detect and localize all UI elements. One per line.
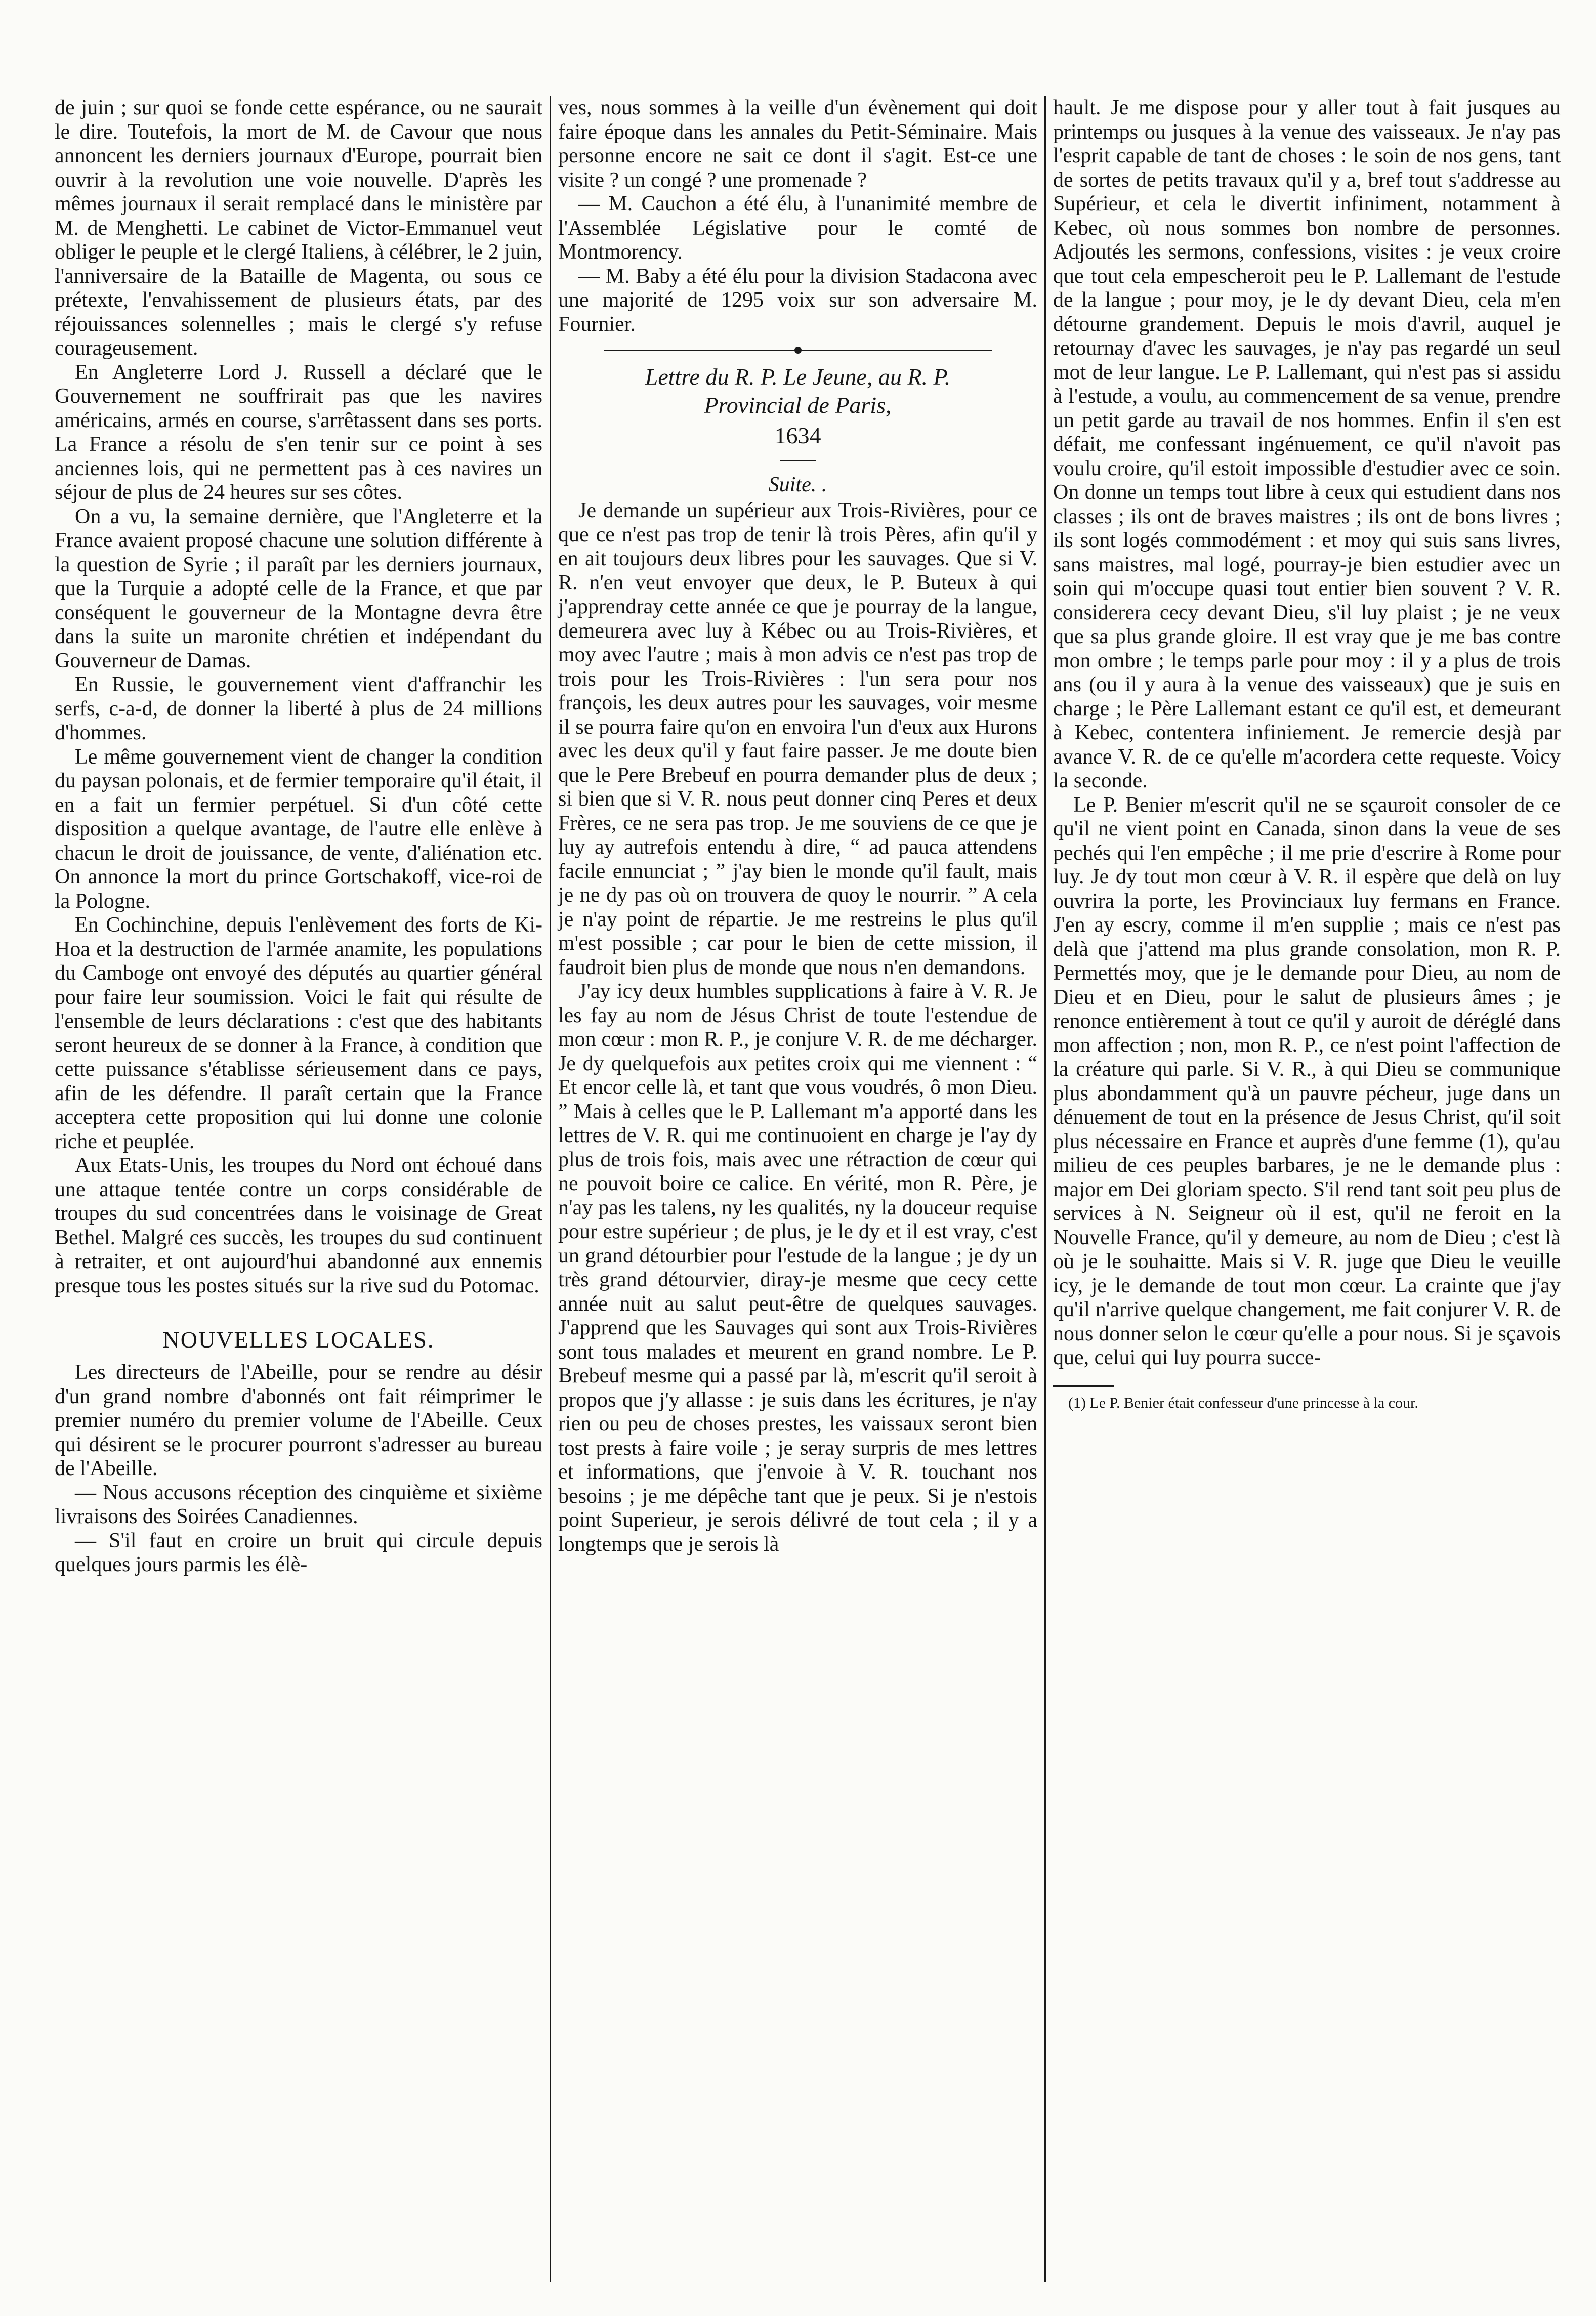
column-1 xyxy=(55,96,550,2282)
column-2 xyxy=(550,96,1044,2282)
footnote-divider xyxy=(1053,1385,1114,1387)
local-news-paragraph: — Nous accusons réception des cinquième et sixième livraisons des Soirées Canadiennes. xyxy=(55,1481,542,1528)
letter-paragraph: hault. Je me dispose pour y aller tout à fait jusques au printemps ou jusques à la venue des vaisseaux. Je n'ay pas l'esprit capable de tant de choses : le soin de nos gens, tant de sortes de petits travaux qu'il y a, bref tout s'addresse au Supérieur, et cela le divertit infiniment, notamment à Kebec, où nous sommes bon nombre de personnes. Adjoutés les sermons, confessions, visites : je veux croire que tout cela empescheroit peu le P. Lallemant de l'estude de la langue ; pour moy, je le dy devant Dieu, cela m'en détourne grandement. Depuis le mois d'avril, auquel je retournay d'avec les sauvages, je n'ay pas regardé un seul mot de leur langue. Le P. Lallemant, qui n'est pas si assidu à l'estude, a voulu, au commencement de sa venue, prendre un petit garde au travail de nos hommes. Enfin il s'en est défait, me confessant ingénuement, ce qu'il n'avoit pas voulu croire, qu'il estoit impossible d'estudier avec ce soin. On donne un temps tout libre à ceux qui estudient dans nos classes ; ils ont de braves maistres ; ils ont de bons livres ; ils sont logés commodément : et moy qui suis sans livres, sans maistres, mal logé, pourray-je bien estudier avec un soin qui m'occupe quasi tout entier bien souvent ? V. R. considerera cecy devant Dieu, s'il luy plaist ; je ne veux que sa plus grande gloire. Il est vray que je me bas contre mon ombre ; le temps parle pour moy : il y a plus de trois ans (ou il y aura à la venue des vaisseaux) que je suis en charge ; le Père Lallemant estant ce qu'il est, et demeurant à Kebec, contentera infiniement. Je remercie desjà par avance V. R. de ce qu'elle m'acordera cette requeste. Voicy la seconde. xyxy=(1053,96,1561,792)
article-paragraph: En Cochinchine, depuis l'enlèvement des forts de Ki-Hoa et la destruction de l'armée anamite, les populations du Camboge ont envoyé des députés au quartier général pour faire leur soumission. Voici le fait qui résulte de l'ensemble de leurs déclarations : c'est que des habitants seront heureux de se donner à la France, à condition que cette puissance s'établisse sérieusement dans ce pays, afin de les défendre. Il paraît certain que la France acceptera cette proposition qui lui donne une colonie riche et peuplée. xyxy=(55,913,542,1153)
letter-title-line-1: Lettre du R. P. Le Jeune, au R. P. xyxy=(645,364,951,390)
letter-title-line-2: Provincial de Paris, xyxy=(704,392,892,418)
article-paragraph: Le même gouvernement vient de changer la condition du paysan polonais, et de fermier temporaire qu'il était, il en a fait un fermier perpétuel. Si d'un côté cette disposition a quelque avantage, de l'autre elle enlève à chacun le droit de jouissance, de vente, d'aliénation etc. On annonce la mort du prince Gortschakoff, vice-roi de la Pologne. xyxy=(55,745,542,913)
short-divider xyxy=(780,460,816,461)
ornamental-rule xyxy=(558,347,1037,354)
article-paragraph: Aux Etats-Unis, les troupes du Nord ont échoué dans une attaque tentée contre un corps considérable de troupes du sud concentrées dans le voisinage de Great Bethel. Malgré ces succès, les troupes du sud continuent à retraiter, et ont aujourd'hui abandonné aux ennemis presque tous les postes situés sur la rive sud du Potomac. xyxy=(55,1154,542,1297)
section-heading-nouvelles-locales: NOUVELLES LOCALES. xyxy=(162,1327,435,1353)
letter-title xyxy=(558,363,1037,419)
letter-year: 1634 xyxy=(774,423,821,448)
letter-paragraph: J'ay icy deux humbles supplications à faire à V. R. Je les fay au nom de Jésus Christ de toute l'estendue de mon cœur : mon R. P., je conjure V. R. de me décharger. Je dy quelquefois aux petites croix qui me viennent : “ Et encor celle là, et tant que vous voudrés, ô mon Dieu. ” Mais à celles que le P. Lallemant m'a apporté dans les lettres de V. R. qui me continuoient en charge je l'ay dy plus de trois fois, mais avec une rétraction de cœur qui ne pouvoit boire ce calice. En vérité, mon R. Père, je n'ay pas les talens, ny les qualités, ny la douceur requise pour estre supérieur ; de plus, je le dy et il est vray, c'est un grand détourbier pour l'estude de la langue ; je dy un très grand détourvier, diray-je mesme que cecy cette année nuit au salut peut-être de quelques sauvages. J'apprend que les Sauvages qui sont aux Trois-Rivières sont tous malades et meurent en grand nombre. Le P. Brebeuf mesme qui a passé par là, m'escrit qu'il seroit à propos que j'y allasse : je suis dans les écritures, je n'ay rien ou peu de choses prestes, les vaissaux seront bien tost prests à faire voile ; je seray surpris de mes lettres et informations, que j'envoie à V. R. touchant nos besoins ; je me dépêche tant que je peux. Si je n'estois point Superieur, je serois délivré de tout cela ; il y a longtemps que je serois là xyxy=(558,980,1037,1556)
article-paragraph: ves, nous sommes à la veille d'un évènement qui doit faire époque dans les annales du Petit-Séminaire. Mais personne encore ne sait ce dont il s'agit. Est-ce une visite ? un congé ? une promenade ? xyxy=(558,96,1037,192)
footnote: (1) Le P. Benier était confesseur d'une princesse à la cour. xyxy=(1068,1394,1418,1411)
local-news-paragraph: Les directeurs de l'Abeille, pour se rendre au désir d'un grand nombre d'abonnés ont fait réimprimer le premier numéro du premier volume de l'Abeille. Ceux qui désirent se le procurer pourront s'adresser au bureau de l'Abeille. xyxy=(55,1361,542,1480)
article-paragraph: En Russie, le gouvernement vient d'affranchir les serfs, c-a-d, de donner la liberté à plus de 24 millions d'hommes. xyxy=(55,673,542,744)
column-3 xyxy=(1044,96,1561,2282)
letter-paragraph: Le P. Benier m'escrit qu'il ne se sçauroit consoler de ce qu'il ne vient point en Canada, sinon dans la veue de ses pechés qui l'en empêche ; il me prie d'escrire à Rome pour luy. Je dy tout mon cœur à V. R. il espère que delà on luy ouvrira la porte, les Provinciaux luy fermans en France. J'en ay escry, comme il m'en supplie ; mais ce n'est pas delà que j'attend ma plus grande consolation, mon R. P. Permettés moy, que je le demande pour Dieu, au nom de Dieu et en Dieu, pour le salut de plusieurs âmes ; je renonce entièrement à tout ce qu'il y auroit de déréglé dans mon affection ; non, mon R. P., ce n'est point l'affection de la créature qui parle. Si V. R., à qui Dieu se communique plus abondamment qu'à un pauvre pécheur, juge dans un dénuement de tout en la présence de Jesus Christ, qu'il soit plus nécessaire en France et auprès d'une femme (1), qu'au milieu de ces peuples barbares, je ne le demande plus : major em Dei gloriam specto. S'il rend tant soit peu plus de services à N. Seigneur où il est, qu'il ne feroit en la Nouvelle France, qu'il y demeure, au nom de Dieu ; c'est là où je le souhaitte. Mais si V. R. juge que Dieu le veuille icy, je le demande de tout mon cœur. La crainte que j'ay qu'il n'arrive quelque changement, me fait conjurer V. R. de nous donner selon le cœur qu'elle a pour nous. Si je sçavois que, celui qui luy pourra succe- xyxy=(1053,793,1561,1369)
suite-label: Suite. . xyxy=(768,473,827,496)
article-paragraph: On a vu, la semaine dernière, que l'Angleterre et la France avaient proposé chacune une solution différente à la question de Syrie ; il paraît par les derniers journaux, que la Turquie a adopté celle de la France, et que par conséquent le gouverneur de la Montagne devra être dans la suite un maronite chrétien et indépendant du Gouverneur de Damas. xyxy=(55,504,542,672)
letter-paragraph: Je demande un supérieur aux Trois-Rivières, pour ce que ce n'est pas trop de tenir là trois Pères, afin qu'il y en ait toujours deux libres pour les sauvages. Que si V. R. n'en veut envoyer que deux, le P. Buteux à qui j'apprendray cette année ce que je pourray de la langue, demeurera avec luy à Kébec ou au Trois-Rivières, et moy avec l'autre ; mais à mon advis ce n'est pas trop de trois pour les Trois-Rivières : l'un sera pour nos françois, les deux autres pour les sauvages, voir mesme il se pourra faire qu'on en envoira l'un d'eux aux Hurons avec les deux qu'il y faut faire passer. Je me doute bien que le Pere Brebeuf en pourra demander plus de deux ; si bien que si V. R. nous peut donner cinq Peres et deux Frères, ce ne sera pas trop. Je me souviens de ce que je luy ay autrefois entendu à dire, “ ad pauca attendens facile ennunciat ; ” j'ay bien le monde qu'il fault, mais je ne dy pas où on trouvera de quoy le nourrir. ” A cela je n'ay point de répartie. Je me restreins le plus qu'il m'est possible ; car pour le bien de cette mission, il faudroit bien plus de monde que nous n'en demandons. xyxy=(558,499,1037,979)
local-news-paragraph: — S'il faut en croire un bruit qui circule depuis quelques jours parmis les élè- xyxy=(55,1529,542,1576)
article-paragraph: — M. Cauchon a été élu, à l'unanimité membre de l'Assemblée Législative pour le comté de Montmorency. xyxy=(558,192,1037,264)
article-paragraph: de juin ; sur quoi se fonde cette espérance, ou ne saurait le dire. Toutefois, la mort de M. de Cavour que nous annoncent les derniers journaux d'Europe, pourrait bien ouvrir à la revolution une voie nouvelle. D'après les mêmes journaux il serait remplacé dans le ministère par M. de Menghetti. Le cabinet de Victor-Emmanuel veut obliger le peuple et le clergé Italiens, à célébrer, le 2 juin, l'anniversaire de la Bataille de Magenta, ou sous ce prétexte, l'envahissement de plusieurs états, par des réjouissances solennelles ; mais le clergé s'y refuse courageusement. xyxy=(55,96,542,360)
article-paragraph: — M. Baby a été élu pour la division Stadacona avec une majorité de 1295 voix sur son adversaire M. Fournier. xyxy=(558,264,1037,336)
column-layout xyxy=(55,96,1561,2282)
article-paragraph: En Angleterre Lord J. Russell a déclaré que le Gouvernement ne souffrirait pas que les navires américains, armés en course, s'arrêtassent dans ses ports. La France a résolu de s'en tenir sur ce point à ses anciennes lois, qui ne permettent pas à ces navires un séjour de plus de 24 heures sur ses côtes. xyxy=(55,360,542,504)
